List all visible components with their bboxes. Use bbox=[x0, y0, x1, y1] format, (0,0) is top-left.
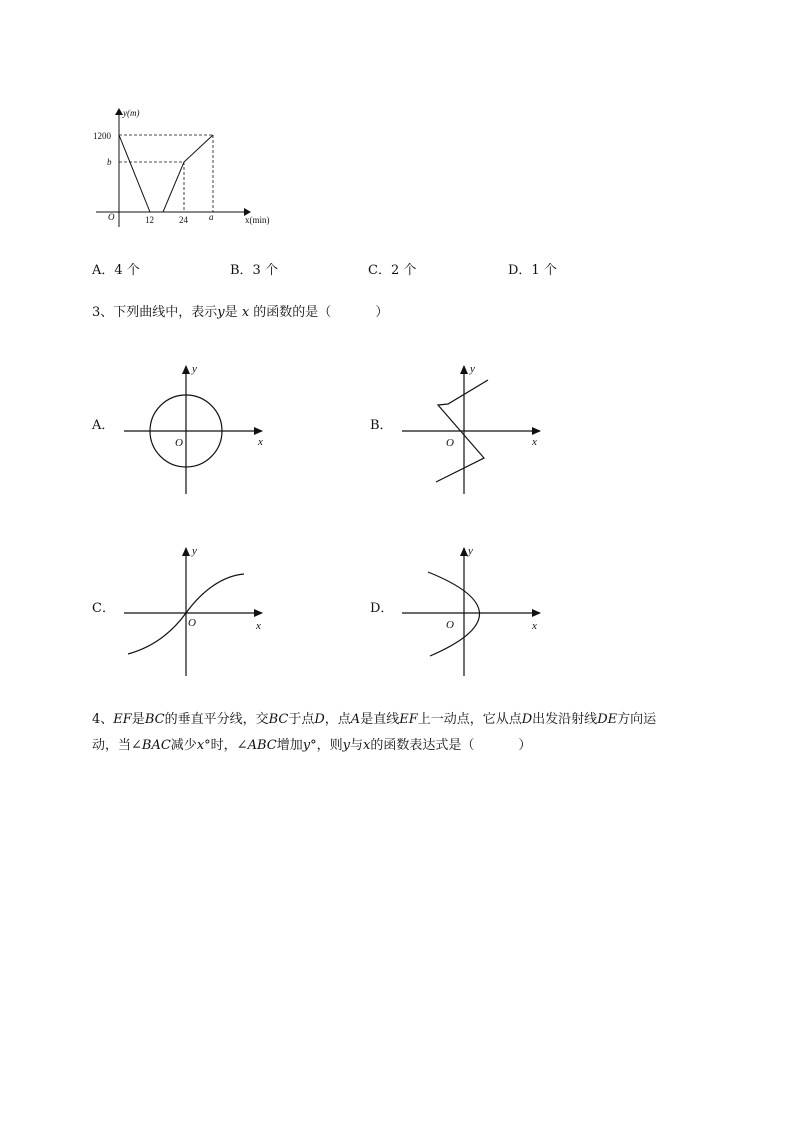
origin-label: O bbox=[446, 619, 454, 631]
x-label: x bbox=[532, 436, 537, 448]
tick-12: 12 bbox=[145, 215, 154, 225]
close-paren: ） bbox=[518, 738, 532, 753]
point-d: D bbox=[314, 712, 325, 727]
stem-part: ，点 bbox=[324, 712, 351, 727]
y-label: y bbox=[192, 545, 197, 557]
x-label: x bbox=[258, 436, 263, 448]
stem-part: 的函数表达式是（ bbox=[370, 738, 475, 753]
origin-label: O bbox=[175, 437, 183, 449]
stem-part: 是 bbox=[224, 305, 238, 320]
y-label: y bbox=[192, 363, 197, 375]
question-3-stem bbox=[92, 305, 388, 321]
x-label: x bbox=[532, 620, 537, 632]
stem-part: °时，∠ bbox=[204, 738, 248, 753]
seg-ef: EF bbox=[113, 712, 132, 727]
origin-label: O bbox=[446, 437, 454, 449]
x-label: x bbox=[256, 620, 261, 632]
option-a[interactable]: A．4 个 bbox=[92, 263, 140, 278]
stem-part: 下列曲线中，表示 bbox=[113, 305, 218, 320]
ray-de: DE bbox=[597, 712, 618, 727]
var-y: y bbox=[217, 305, 225, 320]
stem-part: °，则 bbox=[310, 738, 343, 753]
question-number: 4、 bbox=[92, 712, 114, 727]
tick-b: b bbox=[107, 157, 112, 167]
stem-part: 于点 bbox=[288, 712, 315, 727]
stem-part: 动，当∠ bbox=[92, 738, 142, 753]
y-label: y bbox=[470, 363, 475, 375]
graph-b-letter[interactable]: B． bbox=[370, 418, 393, 433]
graph-c-letter[interactable]: C． bbox=[92, 601, 115, 616]
origin-label: O bbox=[188, 617, 196, 629]
angle-bac: BAC bbox=[141, 738, 171, 753]
stem-part: 出发沿射线 bbox=[532, 712, 598, 727]
var-x: x bbox=[362, 738, 371, 753]
var-y: y bbox=[342, 738, 350, 753]
seg-bc: BC bbox=[268, 712, 289, 727]
graph-a-letter[interactable]: A． bbox=[92, 418, 115, 433]
graph-d-letter[interactable]: D． bbox=[370, 601, 394, 616]
stem-part: 是 bbox=[131, 712, 145, 727]
origin-label: O bbox=[108, 212, 115, 222]
graph-d-parabola bbox=[398, 540, 558, 680]
stem-part: 上一动点，它从点 bbox=[417, 712, 522, 727]
angle-abc: ABC bbox=[247, 738, 277, 753]
option-c[interactable]: C．2 个 bbox=[368, 263, 417, 278]
var-x: x bbox=[196, 738, 205, 753]
tick-a: a bbox=[209, 212, 214, 222]
question-number: 3、 bbox=[92, 305, 114, 320]
tick-1200: 1200 bbox=[93, 131, 111, 141]
stem-part: 方向运 bbox=[617, 712, 657, 727]
distance-time-graph bbox=[90, 103, 290, 233]
tick-24: 24 bbox=[179, 215, 188, 225]
x-axis-label: x(min) bbox=[245, 215, 270, 225]
close-paren: ） bbox=[375, 305, 389, 320]
parabola-curve bbox=[428, 572, 480, 656]
seg-bc: BC bbox=[144, 712, 165, 727]
distance-line bbox=[119, 135, 213, 212]
stem-part: 减少 bbox=[170, 738, 197, 753]
stem-part: 增加 bbox=[276, 738, 303, 753]
y-axis-label: y(m) bbox=[123, 108, 140, 118]
stem-part: 的函数的是（ bbox=[253, 305, 332, 320]
stem-part: 是直线 bbox=[360, 712, 400, 727]
stem-part: 与 bbox=[349, 738, 363, 753]
stem-part: 的垂直平分线，交 bbox=[164, 712, 269, 727]
option-b[interactable]: B．3 个 bbox=[230, 263, 278, 278]
graph-b-zigzag bbox=[398, 358, 558, 498]
var-y: y bbox=[302, 738, 311, 753]
point-d: D bbox=[521, 712, 533, 727]
y-label: y bbox=[468, 545, 473, 557]
var-x: x bbox=[241, 305, 250, 320]
graph-c-s-curve bbox=[120, 540, 280, 680]
point-a: A bbox=[350, 712, 361, 727]
question-4-line-1 bbox=[92, 712, 656, 728]
option-d[interactable]: D．1 个 bbox=[508, 263, 557, 278]
line-ef: EF bbox=[399, 712, 418, 727]
graph-a-circle bbox=[120, 358, 280, 498]
question-4-line-2 bbox=[92, 738, 531, 754]
